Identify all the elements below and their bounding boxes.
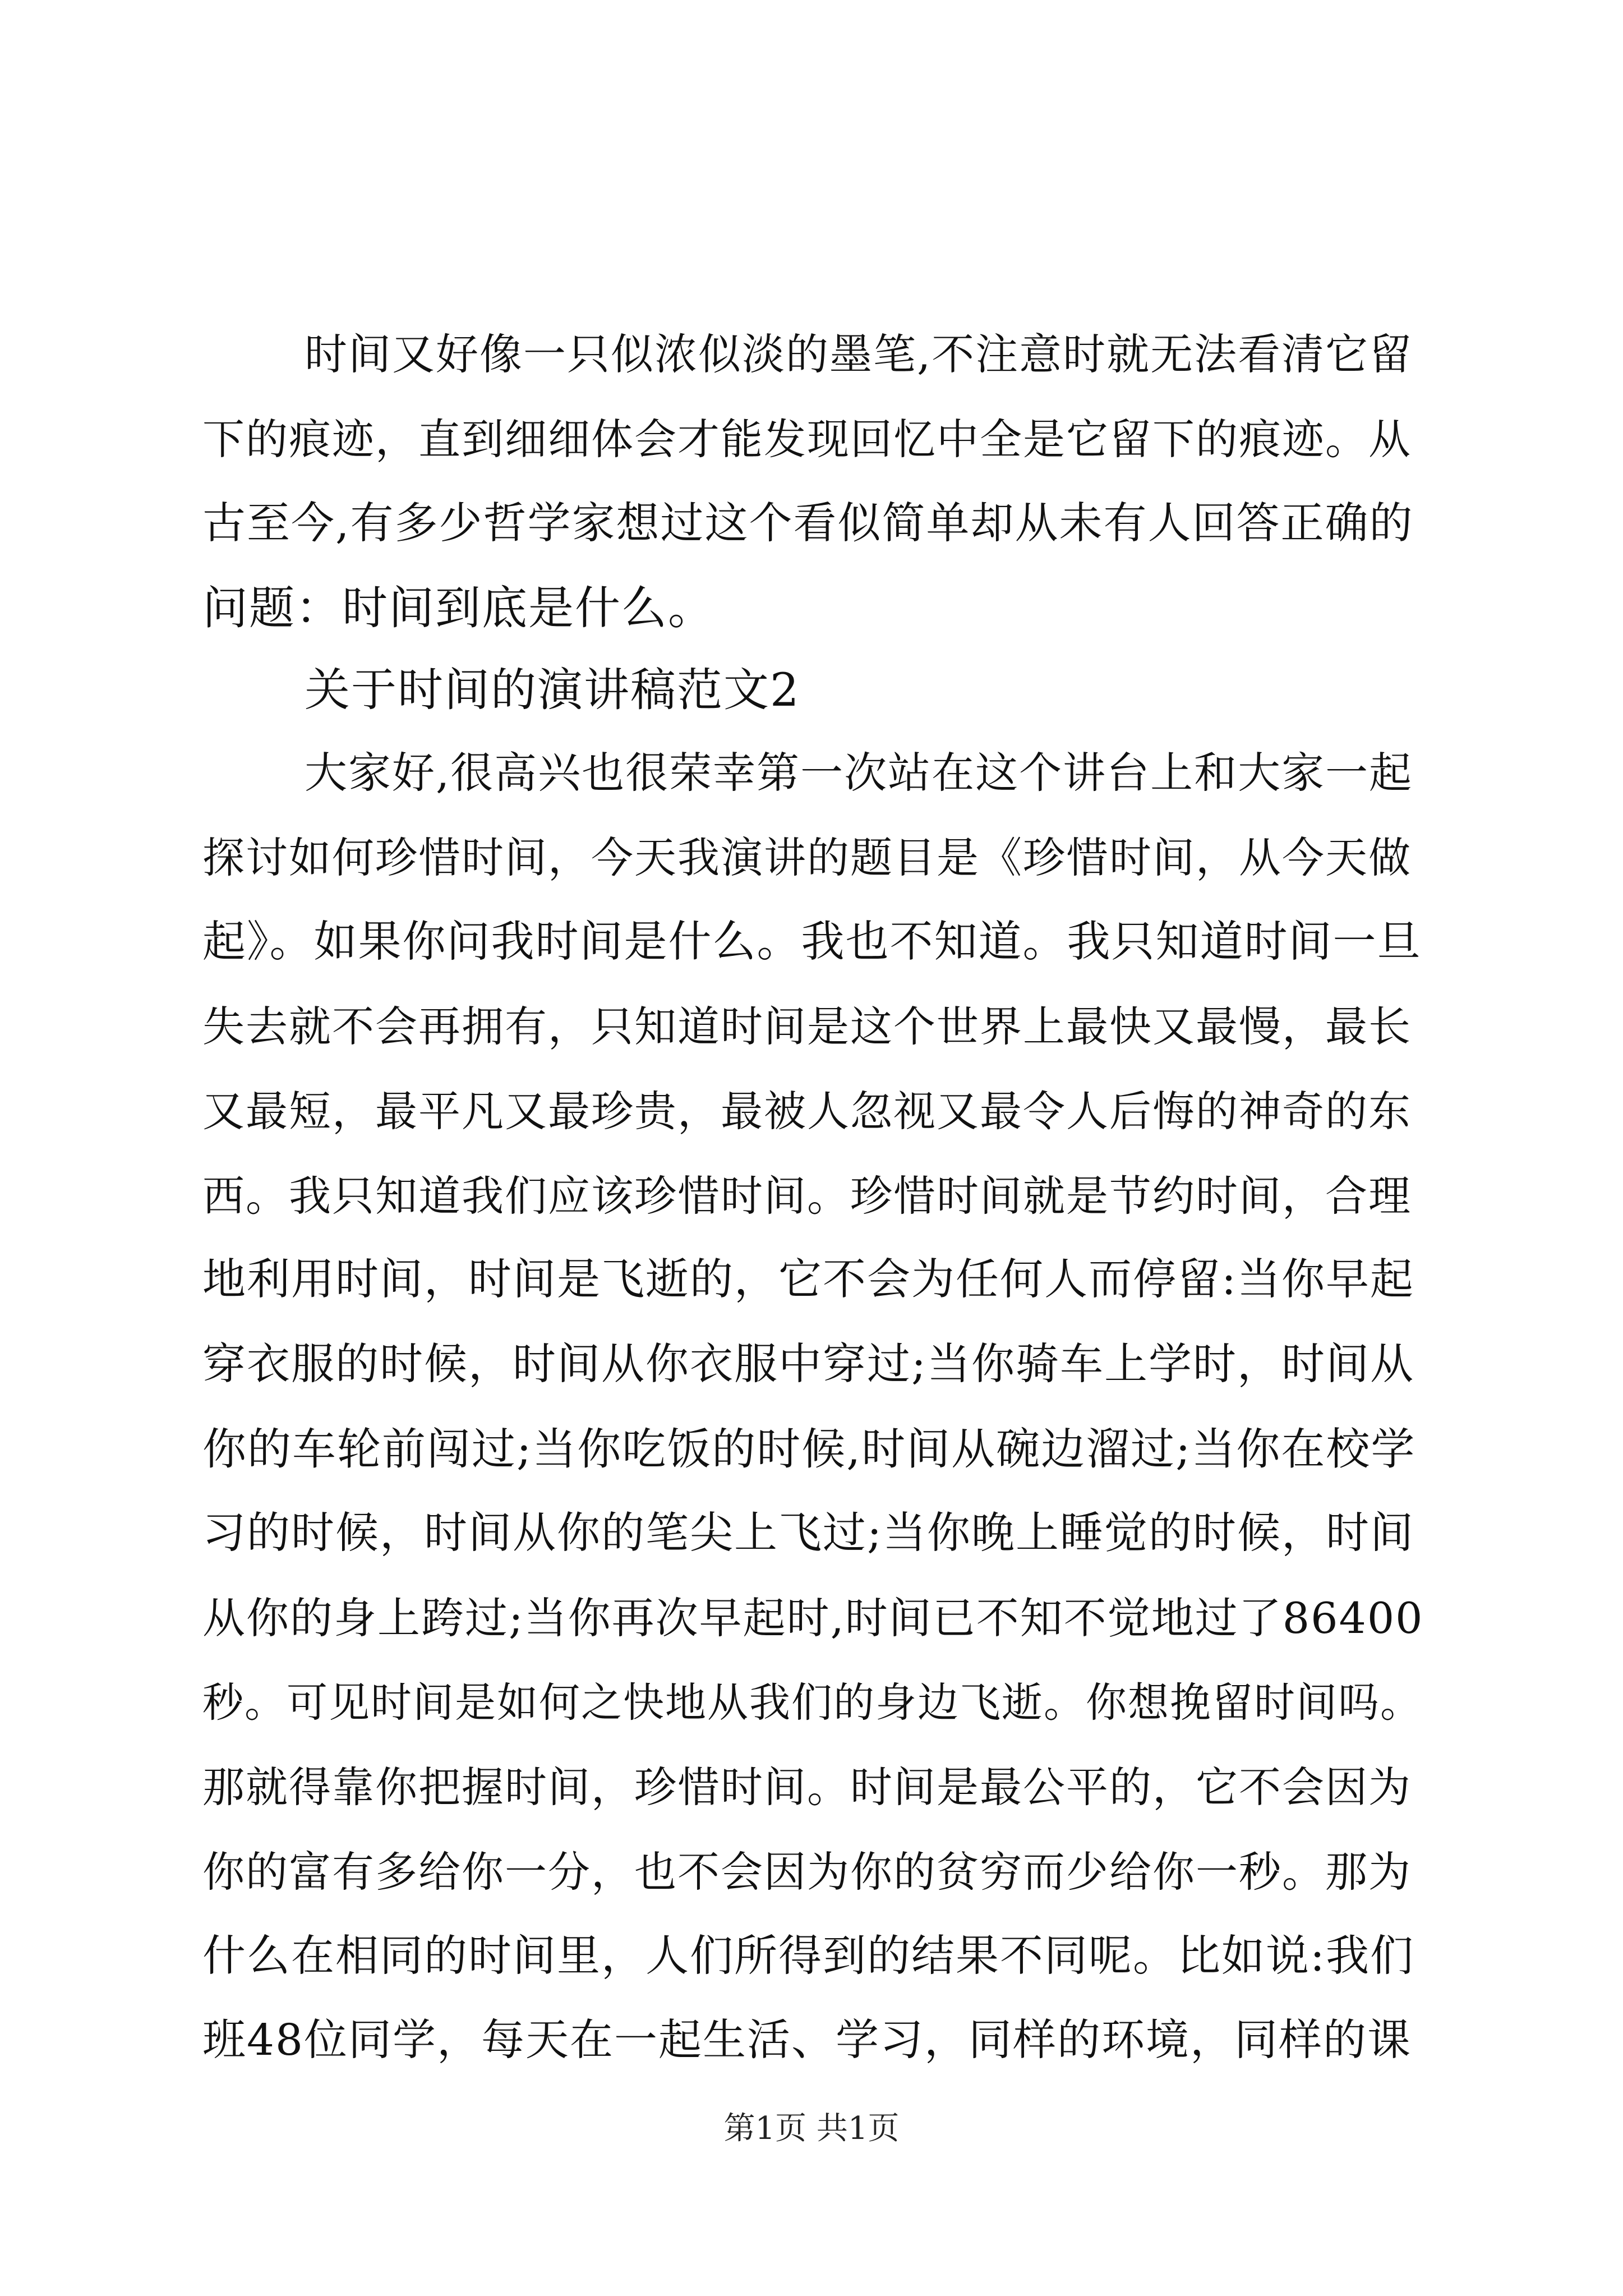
paragraph-line <box>0 813 1623 903</box>
page-footer: 第1页 共1页 <box>723 2110 900 2147</box>
line-text: 你的富有多给你一分，也不会因为你的贫穷而少给你一秒。那为 <box>202 1847 1412 1897</box>
line-text: 穿衣服的时候，时间从你衣服中穿过;当你骑车上学时，时间从 <box>202 1340 1414 1389</box>
line-text: 下的痕迹，直到细细体会才能发现回忆中全是它留下的痕迹。从 <box>202 415 1412 464</box>
paragraph-line <box>0 898 1623 987</box>
line-text: 你的车轮前闯过;当你吃饭的时候,时间从碗边溜过;当你在校学 <box>202 1424 1416 1475</box>
paragraph-line <box>0 1489 1623 1579</box>
paragraph-line <box>0 728 1623 818</box>
paragraph-line <box>0 1151 1623 1241</box>
paragraph-line <box>0 1658 1623 1748</box>
paragraph-line <box>0 479 1623 569</box>
line-text: 探讨如何珍惜时间，今天我演讲的题目是《珍惜时间，从今天做 <box>202 833 1412 882</box>
heading-text: 关于时间的演讲稿范文2 <box>305 664 800 717</box>
paragraph-line <box>0 1066 1623 1156</box>
paragraph-line <box>0 1573 1623 1663</box>
line-text: 秒。可见时间是如何之快地从我们的身边飞逝。你想挽留时间吗。 <box>202 1679 1422 1727</box>
line-text: 什么在相同的时间里，人们所得到的结果不同呢。比如说:我们 <box>202 1931 1414 1981</box>
section-heading <box>0 646 1623 735</box>
line-text: 起》。如果你问我时间是什么。我也不知道。我只知道时间一旦 <box>202 917 1422 967</box>
line-text: 古至今,有多少哲学家想过这个看似简单却从未有人回答正确的 <box>202 499 1414 549</box>
paragraph-line <box>0 1827 1623 1917</box>
line-text: 问题：时间到底是什么。 <box>202 582 715 635</box>
line-text: 班48位同学，每天在一起生活、学习，同样的环境，同样的课 <box>202 2016 1412 2065</box>
paragraph-line <box>0 564 1623 654</box>
line-text: 大家好,很高兴也很荣幸第一次站在这个讲台上和大家一起 <box>305 748 1413 798</box>
line-text: 习的时候，时间从你的笔尖上飞过;当你晚上睡觉的时候，时间 <box>202 1508 1414 1558</box>
line-text: 又最短，最平凡又最珍贵，最被人忽视又最令人后悔的神奇的东 <box>202 1087 1412 1136</box>
paragraph-line <box>0 310 1623 399</box>
paragraph-line <box>0 1320 1623 1410</box>
paragraph-line <box>0 1912 1623 2001</box>
line-text: 那就得靠你把握时间，珍惜时间。时间是最公平的，它不会因为 <box>202 1763 1412 1812</box>
paragraph-line <box>0 1996 1623 2086</box>
line-text: 时间又好像一只似浓似淡的墨笔,不注意时就无法看清它留 <box>305 329 1413 379</box>
line-text: 从你的身上跨过;当你再次早起时,时间已不知不觉地过了86400 <box>202 1593 1424 1643</box>
line-text: 西。我只知道我们应该珍惜时间。珍惜时间就是节约时间，合理 <box>202 1171 1412 1221</box>
line-text: 失去就不会再拥有，只知道时间是这个世界上最快又最慢，最长 <box>202 1002 1412 1051</box>
line-text: 地利用时间，时间是飞逝的，它不会为任何人而停留:当你早起 <box>202 1255 1414 1305</box>
paragraph-line <box>0 982 1623 1071</box>
paragraph-line <box>0 1405 1623 1494</box>
paragraph-line <box>0 1235 1623 1325</box>
paragraph-line <box>0 1742 1623 1832</box>
paragraph-line <box>0 394 1623 484</box>
